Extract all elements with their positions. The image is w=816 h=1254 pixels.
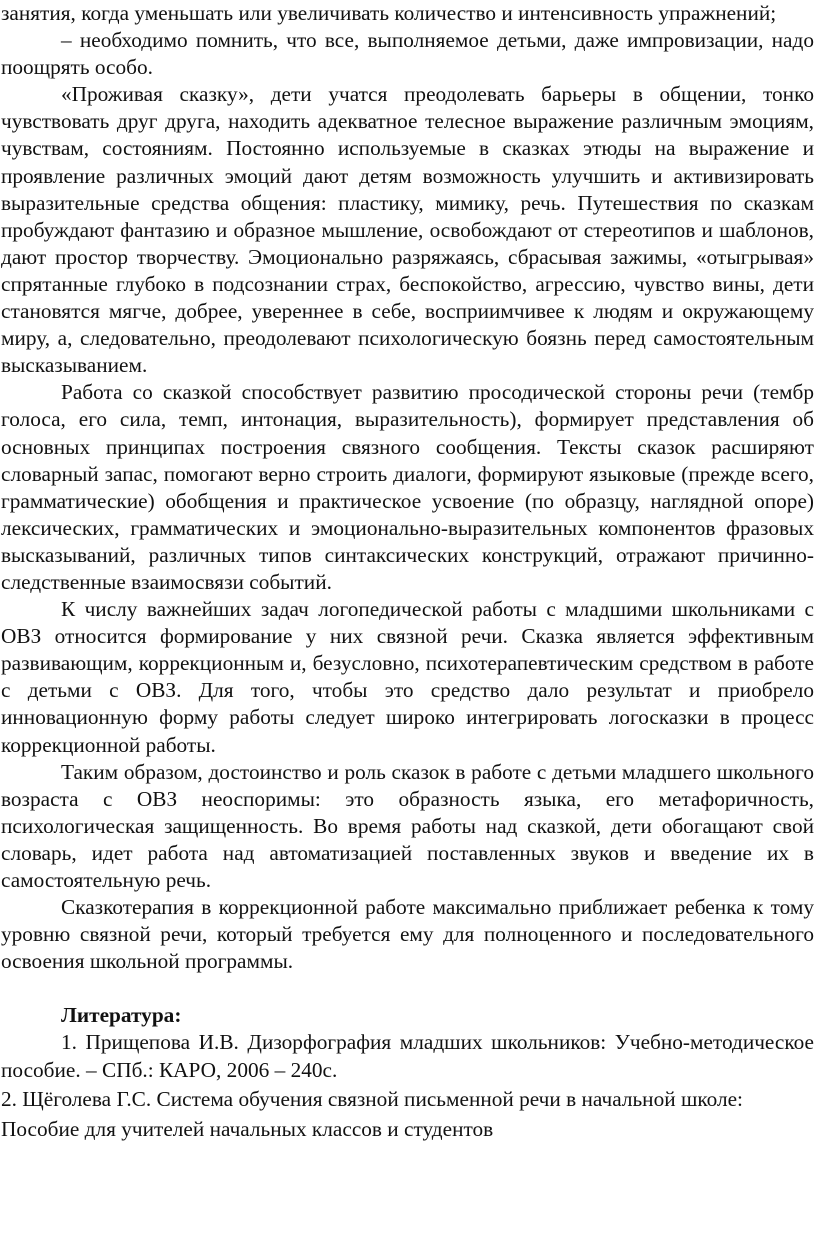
paragraph-conclusion: Таким образом, достоинство и роль сказок в работе с детьми младшего школьного возраста с ОВЗ неоспоримы: это образность языка, его метафоричность, психологическая защищенность. Во время работы над сказкой, дети обогащают свой словарь, идет работа над автоматизацией поставленных звуков и введение их в самостоятельную речь.	[1, 759, 814, 892]
literature-heading: Литература:	[61, 1003, 182, 1028]
paragraph-prosodic-speech: Работа со сказкой способствует развитию просодической стороны речи (тембр голоса, его сила, темп, интонация, выразительность), формирует представления об основных принципах построения связного сообщения. Тексты сказок расширяют словарный запас, помогают верно строить диалоги, формируют языковые (прежде всего, грамматические) обобщения и практическое усвоение (по образцу, наглядной опоре) лексических, грамматических и эмоционально-выразительных компонентов фразовых высказываний, различных типов синтаксических конструкций, отражают причинно-следственные взаимосвязи событий.	[1, 380, 814, 594]
paragraph-fairy-tale-therapy: Сказкотерапия в коррекционной работе максимально приближает ребенка к тому уровню связной речи, который требуется ему для полноценного и последовательного освоения школьной программы.	[1, 895, 814, 974]
paragraph-connected-speech: К числу важнейших задач логопедической работы с младшими школьниками с ОВЗ относится формирование у них связной речи. Сказка является эффективным развивающим, коррекционным и, безусловно, психотерапевтическим средством в работе с детьми с ОВЗ. Для того, чтобы это средство дало результат и приобрело инновационную форму работы следует широко интегрировать логосказки в процесс коррекционной работы.	[1, 597, 814, 757]
paragraph-living-fairy-tale: «Проживая сказку», дети учатся преодолевать барьеры в общении, тонко чувствовать друг друга, находить адекватное телесное выражение различным эмоциям, чувствам, состояниям. Постоянно используемые в сказках этюды на выражение и проявление различных эмоций дают детям возможность улучшить и активизировать выразительные средства общения: пластику, мимику, речь. Путешествия по сказкам пробуждают фантазию и образное мышление, освобождают от стереотипов и шаблонов, дают простор творчеству. Эмоционально разряжаясь, сбрасывая зажимы, «отыгрывая» спрятанные глубоко в подсознании страх, беспокойство, агрессию, чувство вины, дети становятся мягче, добрее, увереннее в себе, восприимчивее к людям и окружающему миру, а, следовательно, преодолевают психологическую боязнь перед самостоятельным высказыванием.	[1, 82, 814, 378]
literature-item-1: 1. Прищепова И.В. Дизорфография младших школьников: Учебно-методическое пособие. – СПб.: КАРО, 2006 – 240с.	[1, 1030, 814, 1082]
literature-item-2: 2. Щёголева Г.С. Система обучения связной письменной речи в начальной школе: Пособие для учителей начальных классов и студентов	[1, 1086, 743, 1141]
paragraph-encouragement: – необходимо помнить, что все, выполняемое детьми, даже импровизации, надо поощрять особо.	[1, 28, 814, 80]
paragraph-continuation: занятия, когда уменьшать или увеличивать количество и интенсивность упражнений;	[1, 1, 777, 25]
